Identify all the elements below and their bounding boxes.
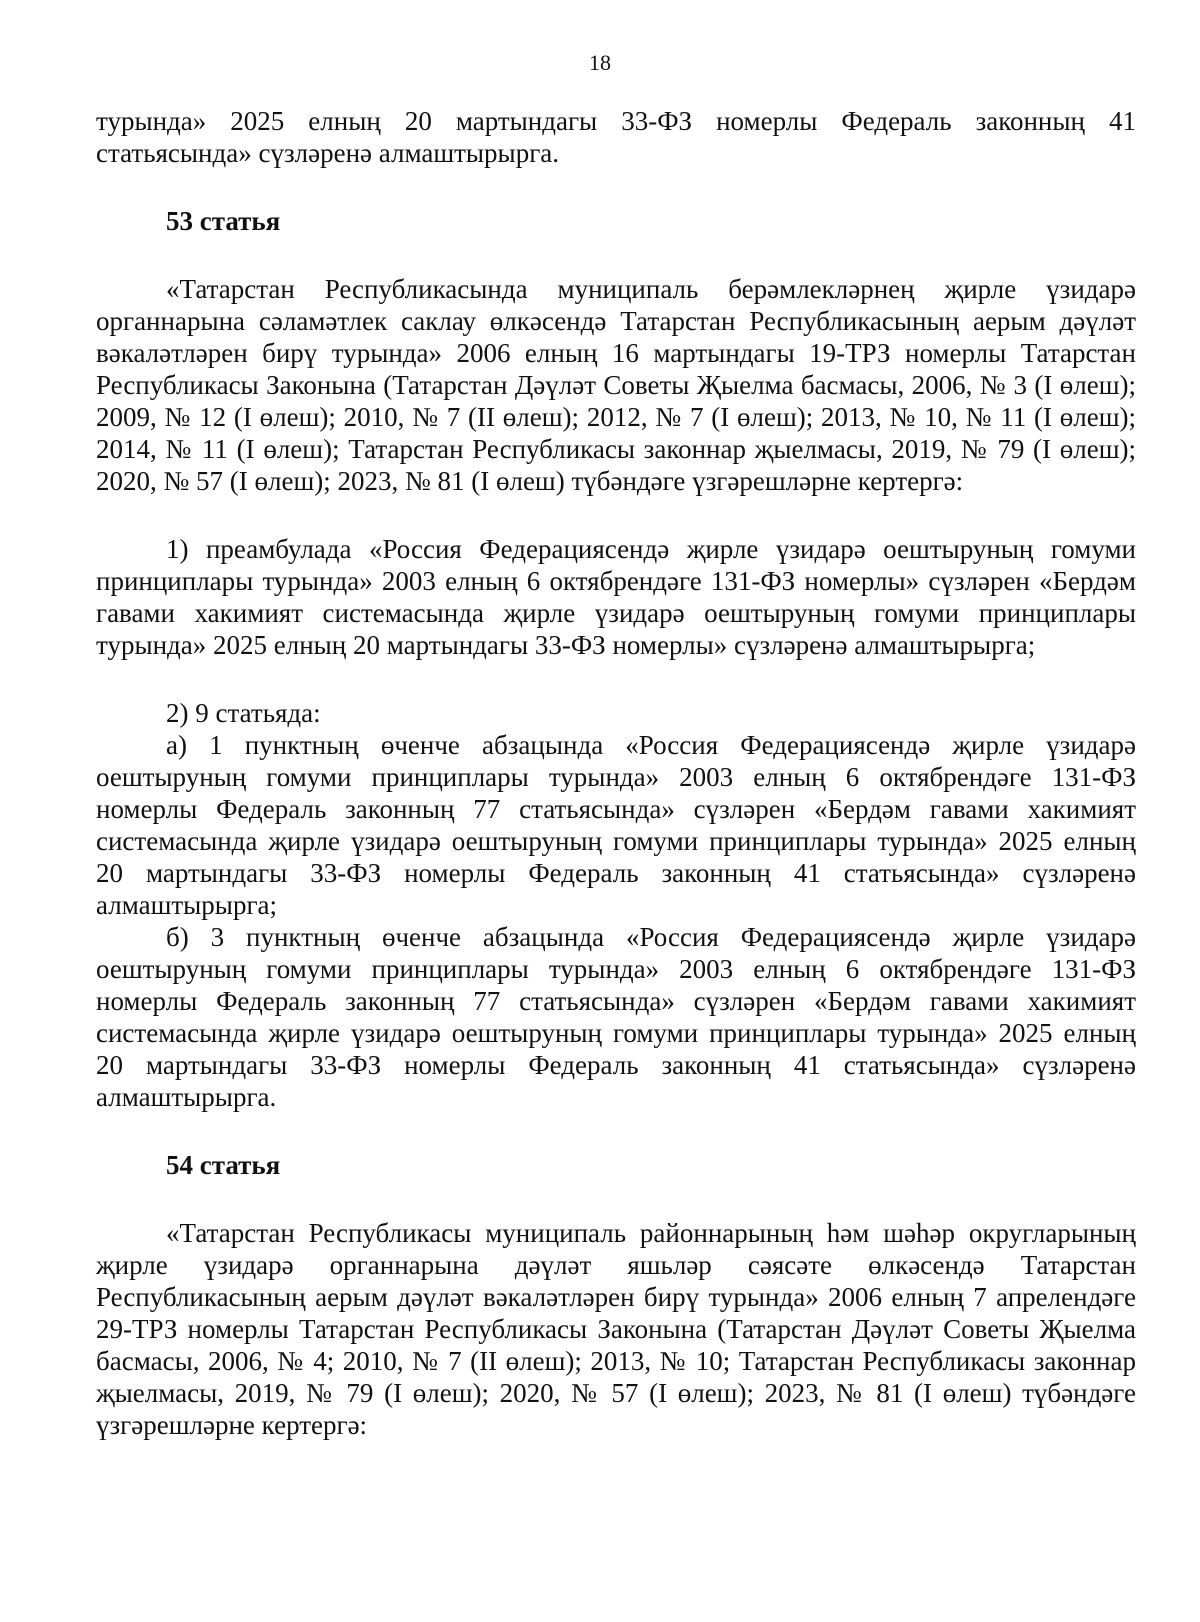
article-53-item-2a: а) 1 пунктның өченче абзацында «Россия Федерациясендә җирле үзидарә оештыруның гомуми принциплары турында» 2003 елның 6 октябрендәге 131-ФЗ номерлы Федераль законның 77 статьясында» сүзләрен «Бердәм гавами хакимият системасында җирле үзидарә оештыруның гомуми принциплары турында» 2025 елның 20 мартындагы 33-ФЗ номерлы Федераль законның 41 статьясында» сүзләренә алмаштырырга; — [96, 730, 1136, 920]
article-53-heading: 53 статья — [166, 206, 281, 236]
document-body — [96, 105, 1136, 1441]
page-number: 18 — [589, 50, 611, 75]
article-53-item-2b: б) 3 пунктның өченче абзацында «Россия Федерациясендә җирле үзидарә оештыруның гомуми принциплары турында» 2003 елның 6 октябрендәге 131-ФЗ номерлы Федераль законның 77 статьясында» сүзләрен «Бердәм гавами хакимият системасында җирле үзидарә оештыруның гомуми принциплары турында» 2025 елның 20 мартындагы 33-ФЗ номерлы Федераль законның 41 статьясында» сүзләренә алмаштырырга. — [96, 922, 1136, 1112]
continuation-paragraph: турында» 2025 елның 20 мартындагы 33-ФЗ номерлы Федераль законның 41 статьясында» сүзләренә алмаштырырга. — [96, 106, 1136, 168]
article-53-item-1: 1) преамбулада «Россия Федерациясендә җирле үзидарә оештыруның гомуми принциплары турында» 2003 елның 6 октябрендәге 131-ФЗ номерлы» сүзләрен «Бердәм гавами хакимият системасында җирле үзидарә оештыруның гомуми принциплары турында» 2025 елның 20 мартындагы 33-ФЗ номерлы» сүзләренә алмаштырырга; — [96, 534, 1136, 660]
article-54-intro: «Татарстан Республикасы муниципаль районнарының һәм шәһәр округларының җирле үзидарә органнарына дәүләт яшьләр сәясәте өлкәсендә Татарстан Республикасының аерым дәүләт вәкаләтләрен бирү турында» 2006 елның 7 апрелендәге 29-ТРЗ номерлы Татарстан Республикасы Законына (Татарстан Дәүләт Советы Җыелма басмасы, 2006, № 4; 2010, № 7 (II өлеш); 2013, № 10; Татарстан Республикасы законнар җыелмасы, 2019, № 79 (I өлеш); 2020, № 57 (I өлеш); 2023, № 81 (I өлеш) түбәндәге үзгәрешләрне кертергә: — [96, 1218, 1136, 1440]
article-53-intro: «Татарстан Республикасында муниципаль берәмлекләрнең җирле үзидарә органнарына сәламәтлек саклау өлкәсендә Татарстан Республикасының аерым дәүләт вәкаләтләрен бирү турында» 2006 елның 16 мартындагы 19-ТРЗ номерлы Татарстан Республикасы Законына (Татарстан Дәүләт Советы Җыелма басмасы, 2006, № 3 (I өлеш); 2009, № 12 (I өлеш); 2010, № 7 (II өлеш); 2012, № 7 (I өлеш); 2013, № 10, № 11 (I өлеш); 2014, № 11 (I өлеш); Татарстан Республикасы законнар җыелмасы, 2019, № 79 (I өлеш); 2020, № 57 (I өлеш); 2023, № 81 (I өлеш) түбәндәге үзгәрешләрне кертергә: — [96, 274, 1136, 496]
article-53-item-2: 2) 9 статьяда: — [166, 698, 321, 728]
article-54-heading: 54 статья — [166, 1150, 281, 1180]
